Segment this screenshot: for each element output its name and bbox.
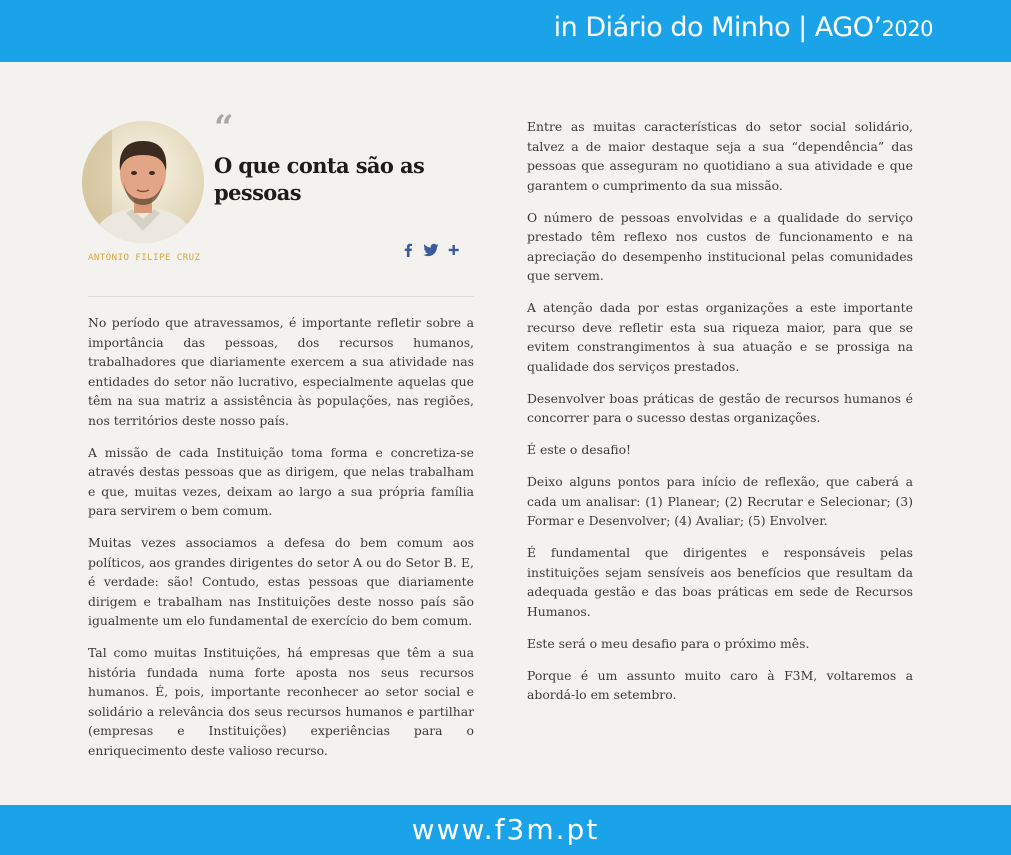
footer-bar [0,805,1011,855]
paragraph: A missão de cada Instituição toma forma e concretiza-se através destas pessoas que as dirigem, que nelas trabalham e que, muitas vezes, deixam ao largo a sua própria família para servirem o bem comum. [88,444,474,518]
paragraph: Porque é um assunto muito caro à F3M, voltaremos a abordá-lo em setembro. [527,667,913,702]
twitter-icon[interactable] [423,243,439,257]
article-title: O que conta são as pessoas [214,153,425,205]
publication-year: 2020 [881,17,933,41]
publication-name: in Diário do Minho [553,12,791,43]
title-separator: | [798,12,807,43]
paragraph: Tal como muitas Instituições, há empresas que têm a sua história fundada numa forte aposta nos seus recursos humanos. É, pois, importante reconhecer ao setor social e solidário a relevância dos seus recursos humanos e partilhar (empresas e Instituições) experiências para o enriquecimento deste valioso recurso. [88,645,474,758]
facebook-icon[interactable] [403,243,413,257]
paragraph: A atenção dada por estas organizações a este importante recurso deve refletir esta sua riqueza maior, para que se evitem constrangimentos à sua atuação e se prossiga na qualidade dos serviços prestados. [527,300,913,374]
paragraph: Este será o meu desafio para o próximo mês. [527,635,810,651]
website-link[interactable]: www.f3m.pt [411,813,600,846]
avatar-portrait [82,121,204,243]
paragraph: É este o desafio! [527,442,632,457]
header-bar [0,0,1011,62]
publication-title [554,12,933,43]
header-divider [88,296,474,297]
paragraph: Desenvolver boas práticas de gestão de recursos humanos é concorrer para o sucesso destas organizações. [527,390,913,425]
quote-icon: “ [214,108,234,148]
paragraph: Entre as muitas características do setor social solidário, talvez a de maior destaque seja a sua “dependência” das pessoas que asseguram no quotidiano a sua atividade e que garantem o cumprimento da sua missão. [527,119,913,193]
author-avatar [82,121,204,243]
article-column-right [527,117,913,717]
author-name: ANTÓNIO FILIPE CRUZ [88,253,201,263]
plus-icon[interactable] [448,243,459,257]
paragraph: Muitas vezes associamos a defesa do bem comum aos políticos, aos grandes dirigentes do setor A ou do Setor B. E, é verdade: são! Contudo, estas pessoas que diariamente dirigem e trabalham nas Instituições deste nosso país são igualmente um elo fundamental de exercício do bem comum. [88,535,474,628]
publication-month: AGO’ [814,12,882,43]
article-column-left [88,313,474,773]
paragraph: No período que atravessamos, é importante refletir sobre a importância das pessoas, dos recursos humanos, trabalhadores que diariamente exercem a sua atividade nas entidades do setor não lucrativo, especialmente aquelas que têm na sua matriz a assistência às populações, nas regiões, nos territórios deste nosso país. [88,315,474,428]
paragraph: Deixo alguns pontos para início de reflexão, que caberá a cada um analisar: (1) Planear; (2) Recrutar e Selecionar; (3) Formar e Desenvolver; (4) Avaliar; (5) Envolver. [527,474,913,528]
paragraph: O número de pessoas envolvidas e a qualidade do serviço prestado têm reflexo nos custos de funcionamento e na apreciação do desempenho institucional pelas comunidades que servem. [527,209,913,283]
paragraph: É fundamental que dirigentes e responsáveis pelas instituições sejam sensíveis aos benefícios que resultam da adequada gestão e das boas práticas em sede de Recursos Humanos. [527,545,913,619]
